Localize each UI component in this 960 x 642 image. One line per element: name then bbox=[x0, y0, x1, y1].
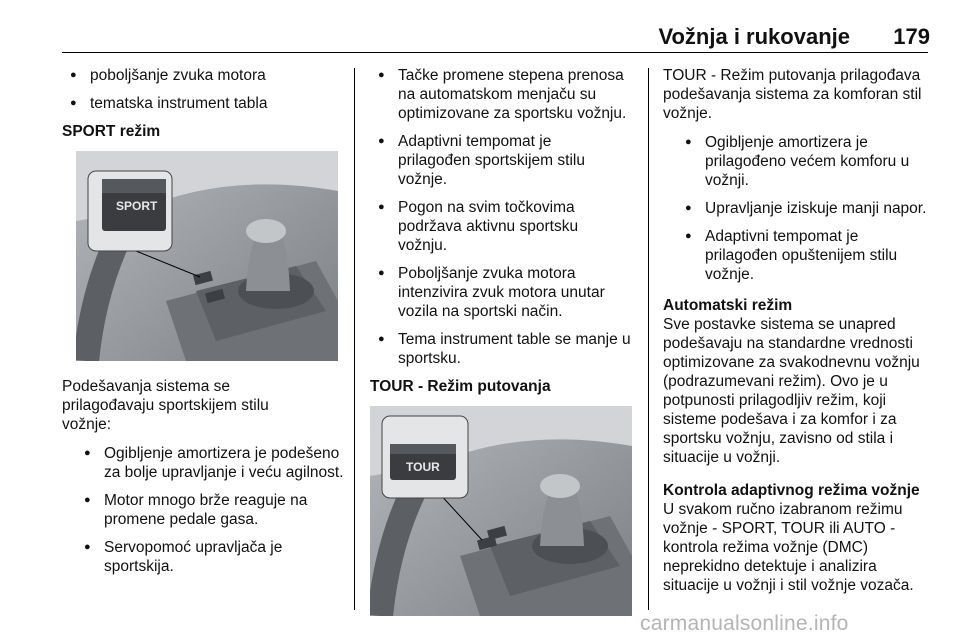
auto-mode-text: Sve postavke sistema se unapred podešavaju na standardne vrednosti optimizovane za svakodnevnu vožnju (podrazumevani režim). Ovo je u potpunosti prilagodljiv režim, koji sisteme podešava i za komfor i za sportsku vožnju, zavisno od stila i situacije u vožnji. bbox=[663, 316, 920, 466]
adaptive-mode-text: U svakom ručno izabranom režimu vožnje - SPORT, TOUR ili AUTO - kontrola režima vožnje (DMC) neprekidno detektuje i analizira situacije u vožnji i stil vožnje vozača. bbox=[663, 501, 914, 594]
list-item: ● Motor mnogo brže reaguje na promene pedale gasa. bbox=[62, 491, 344, 529]
watermark-url: carmanualsonline.info bbox=[640, 612, 849, 635]
section-heading-auto: Automatski režim bbox=[663, 297, 793, 314]
section-heading-adaptive: Kontrola adaptivnog režima vožnje bbox=[663, 482, 920, 499]
sport-intro-text: Podešavanja sistema se prilagođavaju sportskijem stilu vožnje: bbox=[62, 378, 269, 433]
list-item: ● Tema instrument table se manje u sportsku. bbox=[370, 330, 638, 368]
sport-button-illustration bbox=[76, 151, 338, 361]
feature-list bbox=[62, 66, 344, 113]
page-header-title: Vožnja i rukovanje bbox=[658, 24, 850, 49]
column-left bbox=[62, 66, 344, 585]
list-item: ● Upravljanje iziskuje manji napor. bbox=[663, 199, 933, 218]
list-item: ● poboljšanje zvuka motora bbox=[62, 66, 344, 85]
tour-button-illustration bbox=[370, 406, 632, 616]
column-divider bbox=[648, 68, 649, 610]
section-heading-tour: TOUR - Režim putovanja bbox=[370, 378, 551, 395]
column-right bbox=[663, 66, 933, 595]
sport-button-label: SPORT bbox=[116, 199, 158, 213]
list-item: ● Poboljšanje zvuka motora intenzivira zvuk motora unutar vozila na sportski način. bbox=[370, 264, 638, 321]
page-number: 179 bbox=[893, 24, 930, 49]
tour-effects-list bbox=[663, 133, 933, 284]
sport-effects-list bbox=[62, 444, 344, 576]
section-heading-sport: SPORT režim bbox=[62, 123, 161, 140]
list-item: ● Adaptivni tempomat je prilagođen sportskijem stilu vožnje. bbox=[370, 132, 598, 189]
sport-effects-list-continued bbox=[370, 66, 638, 368]
list-item: ● Ogibljenje amortizera je podešeno za bolje upravljanje i veću agilnost. bbox=[62, 444, 344, 482]
tour-button-label: TOUR bbox=[406, 460, 440, 474]
column-middle bbox=[370, 66, 638, 616]
list-item: ● Tačke promene stepena prenosa na automatskom menjaču su optimizovane za sportsku vožnju. bbox=[370, 66, 638, 123]
header-divider bbox=[62, 52, 928, 53]
list-item: ● Pogon na svim točkovima podržava aktivnu sportsku vožnju. bbox=[370, 198, 608, 255]
tour-intro-text: TOUR - Režim putovanja prilagođava podešavanja sistema za komforan stil vožnje. bbox=[663, 67, 922, 122]
list-item: ● Adaptivni tempomat je prilagođen opuštenijem stilu vožnje. bbox=[663, 227, 933, 284]
list-item: ● tematska instrument tabla bbox=[62, 94, 344, 113]
column-divider bbox=[354, 68, 355, 610]
list-item: ● Ogibljenje amortizera je prilagođeno većem komforu u vožnji. bbox=[663, 133, 933, 190]
list-item: ● Servopomoć upravljača je sportskija. bbox=[62, 538, 344, 576]
